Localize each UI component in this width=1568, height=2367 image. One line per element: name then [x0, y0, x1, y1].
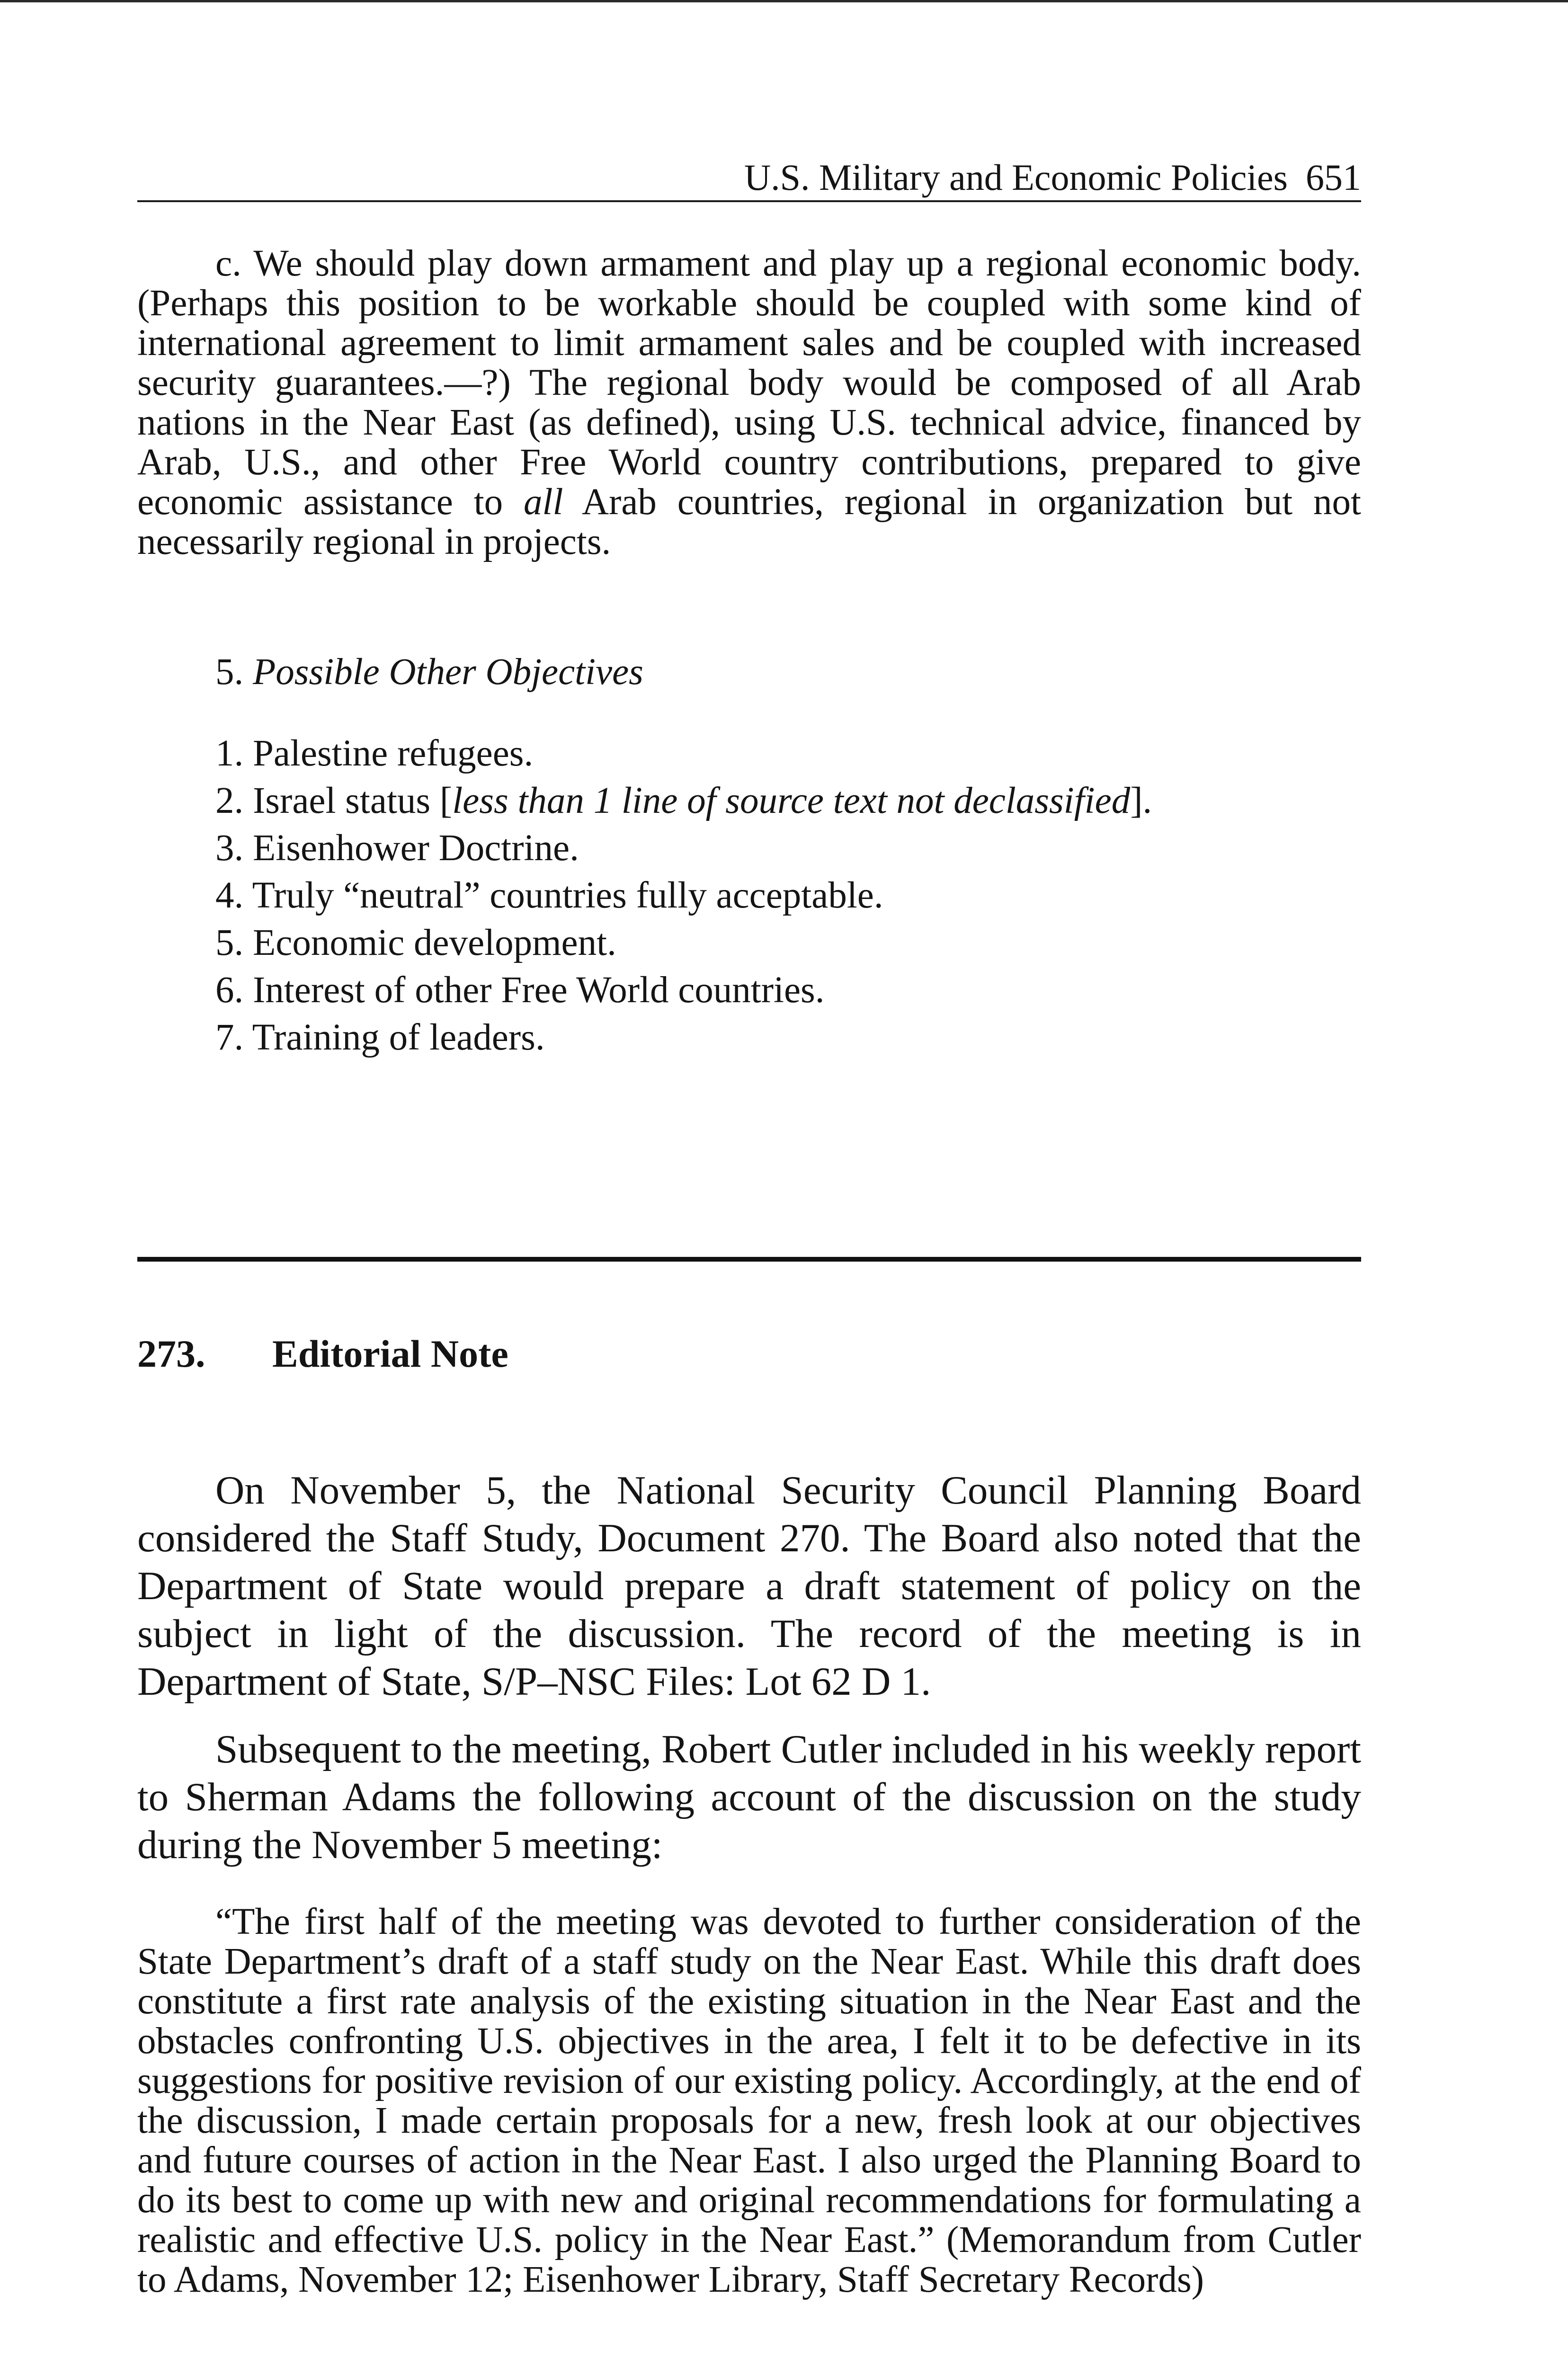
list-item	[215, 919, 1152, 967]
list-item-text: Training of leaders.	[252, 1017, 545, 1058]
list-item	[215, 825, 1152, 872]
running-head	[744, 154, 1361, 201]
list-item	[215, 730, 1152, 777]
block-quote: “The first half of the meeting was devoted to further consideration of the State Department’s draft of a staff study on the Near East. While this draft does constitute a first rate analysis of the existing situation in the Near East and the obstacles confronting U.S. objectives in the area, I felt it to be defective in its suggestions for positive revision of our existing policy. Accordingly, at the end of the discussion, I made certain proposals for a new, fresh look at our objectives and future courses of action in the Near East. I also urged the Planning Board to do its best to come up with new and original recommendations for formulating a realistic and effective U.S. policy in the Near East.” (Memorandum from Cutler to Adams, November 12; Eisenhower Library, Staff Secretary Records)	[137, 1901, 1361, 2300]
list-item-number: 1.	[215, 733, 244, 774]
section-heading	[215, 649, 643, 696]
list-item	[215, 777, 1152, 825]
paragraph-c-emphasis: all	[524, 481, 563, 523]
paragraph-c-text-end: Arab countries, regional in organization but not necessarily regional in projects.	[137, 481, 1361, 562]
paragraph-c-text: c. We should play down armament and play up a regional economic body. (Perhaps this position to be workable should be coupled with some kind of international agreement to limit armament sales and be coupled with increased security guarantees.—?) The regional body would be composed of all Arab nations in the Near East (as defined), using U.S. technical advice, financed by Arab, U.S., and other Free World country contributions, prepared to give economic assistance to	[137, 243, 1361, 523]
section-number: 5.	[215, 651, 244, 693]
editorial-bracket-note: less than 1 line of source text not declassified	[452, 780, 1131, 821]
paragraph: On November 5, the National Security Council Planning Board considered the Staff Study, Document 270. The Board also noted that the Department of State would prepare a draft statement of policy on the subject in light of the discussion. The record of the meeting is in Department of State, S/P–NSC Files: Lot 62 D 1.	[137, 1468, 1361, 1704]
running-head-title: U.S. Military and Economic Policies	[744, 157, 1288, 198]
section-title: Possible Other Objectives	[253, 651, 643, 693]
top-border-rule	[0, 0, 1568, 2]
section-divider	[137, 1257, 1361, 1262]
list-item-text: Palestine refugees.	[253, 733, 534, 774]
list-item	[215, 967, 1152, 1014]
objectives-list	[215, 730, 1152, 1061]
list-item-text: Interest of other Free World countries.	[253, 970, 825, 1011]
list-item-text: Truly “neutral” countries fully acceptable.	[252, 875, 883, 916]
list-item-number: 6.	[215, 970, 244, 1011]
list-item-text: Eisenhower Doctrine.	[253, 828, 579, 869]
list-item-number: 3.	[215, 828, 244, 869]
page-number: 651	[1306, 157, 1361, 198]
document-title: Editorial Note	[272, 1332, 508, 1375]
paragraph-c	[137, 244, 1361, 562]
list-item	[215, 1014, 1152, 1061]
running-head-rule	[137, 200, 1361, 202]
list-item-number: 7.	[215, 1017, 244, 1058]
document-number: 273.	[137, 1332, 205, 1375]
list-item-text: Economic development.	[253, 922, 616, 963]
list-item-text-end: ].	[1130, 780, 1152, 821]
list-item	[215, 872, 1152, 919]
paragraph: Subsequent to the meeting, Robert Cutler included in his weekly report to Sherman Adams the following account of the discussion on the study during the November 5 meeting:	[137, 1727, 1361, 1867]
list-item-number: 2.	[215, 780, 244, 821]
document-heading	[137, 1330, 508, 1378]
list-item-number: 5.	[215, 922, 244, 963]
list-item-text: Israel status [	[253, 780, 453, 821]
list-item-number: 4.	[215, 875, 244, 916]
